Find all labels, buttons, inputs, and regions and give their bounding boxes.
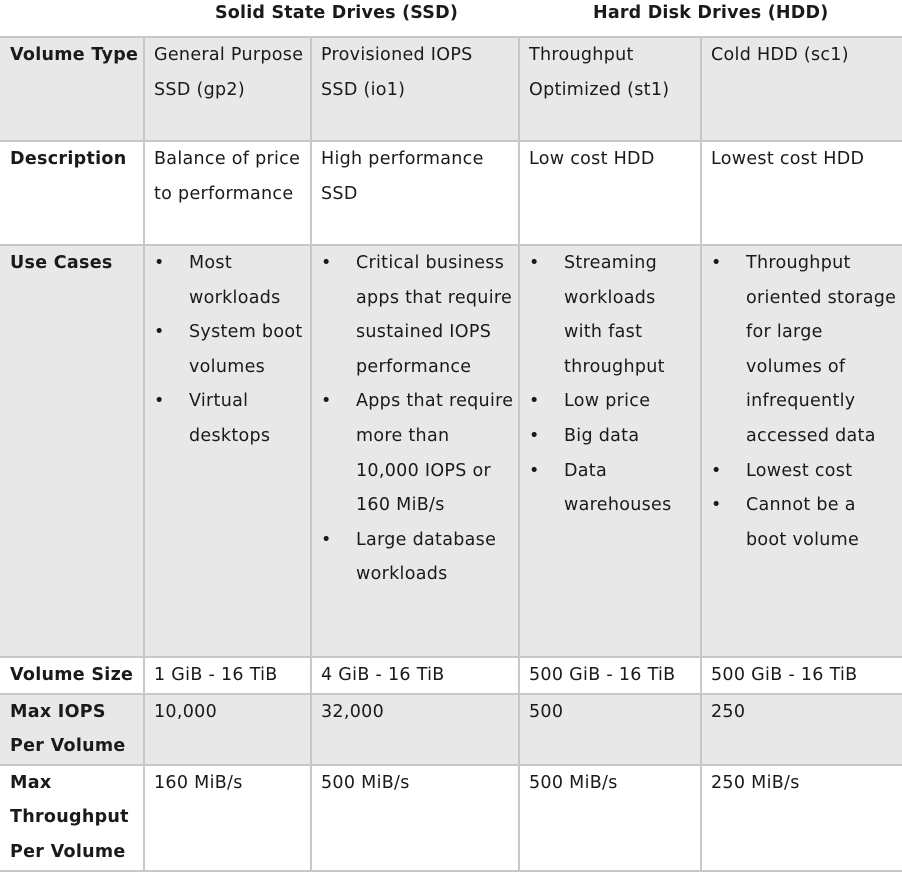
row-header-description: Description bbox=[0, 141, 144, 245]
cell-description-io1: High performance SSD bbox=[311, 141, 519, 245]
use-case-text: Apps that require more than 10,000 IOPS or 160 MiB/s bbox=[356, 391, 514, 516]
volume-comparison-table bbox=[0, 36, 902, 872]
cell-max-iops-io1: 32,000 bbox=[311, 694, 519, 765]
use-case-item bbox=[711, 454, 898, 489]
use-case-text: System boot volumes bbox=[189, 322, 303, 377]
row-use-cases bbox=[0, 245, 902, 657]
bullet-icon: • bbox=[529, 425, 540, 446]
use-case-text: Lowest cost bbox=[746, 460, 853, 481]
bullet-icon: • bbox=[529, 253, 540, 273]
cell-description-sc1: Lowest cost HDD bbox=[701, 141, 902, 245]
cell-max-iops-st1: 500 bbox=[519, 694, 701, 765]
use-case-item bbox=[321, 384, 514, 522]
use-case-text: Throughput oriented storage for large volumes of infrequently accessed data bbox=[746, 253, 897, 446]
bullet-icon: • bbox=[321, 391, 332, 412]
use-case-list bbox=[321, 246, 514, 592]
use-case-item bbox=[321, 246, 514, 384]
row-header-max-throughput: Max Throughput Per Volume bbox=[0, 765, 144, 871]
cell-volume-size-io1: 4 GiB - 16 TiB bbox=[311, 657, 519, 694]
bullet-icon: • bbox=[321, 253, 332, 273]
cell-description-gp2: Balance of price to performance bbox=[144, 141, 311, 245]
cell-volume-type-io1: Provisioned IOPS SSD (io1) bbox=[311, 37, 519, 141]
cell-volume-size-st1: 500 GiB - 16 TiB bbox=[519, 657, 701, 694]
cell-use-cases-gp2 bbox=[144, 245, 311, 657]
use-case-text: Big data bbox=[564, 425, 640, 446]
use-case-item bbox=[154, 246, 306, 315]
row-max-iops bbox=[0, 694, 902, 765]
cell-max-throughput-io1: 500 MiB/s bbox=[311, 765, 519, 871]
use-case-item bbox=[529, 454, 696, 523]
use-case-text: Low price bbox=[564, 391, 651, 412]
use-case-text: Large database workloads bbox=[356, 529, 497, 585]
bullet-icon: • bbox=[154, 391, 165, 412]
row-max-throughput bbox=[0, 765, 902, 871]
use-case-list bbox=[529, 246, 696, 523]
use-case-item bbox=[711, 488, 898, 557]
bullet-icon: • bbox=[529, 391, 540, 412]
row-header-volume-size: Volume Size bbox=[0, 657, 144, 694]
cell-max-iops-gp2: 10,000 bbox=[144, 694, 311, 765]
row-header-volume-type: Volume Type bbox=[0, 37, 144, 141]
cell-use-cases-st1 bbox=[519, 245, 701, 657]
row-description bbox=[0, 141, 902, 245]
column-group-headers bbox=[0, 0, 902, 36]
cell-volume-type-sc1: Cold HDD (sc1) bbox=[701, 37, 902, 141]
use-case-text: Virtual desktops bbox=[189, 391, 271, 446]
use-case-text: Most workloads bbox=[189, 253, 281, 308]
cell-use-cases-io1 bbox=[311, 245, 519, 657]
cell-max-iops-sc1: 250 bbox=[701, 694, 902, 765]
cell-volume-size-sc1: 500 GiB - 16 TiB bbox=[701, 657, 902, 694]
use-case-text: Cannot be a boot volume bbox=[746, 495, 860, 550]
use-case-item bbox=[529, 246, 696, 384]
bullet-icon: • bbox=[529, 460, 540, 481]
row-volume-size bbox=[0, 657, 902, 694]
use-case-item bbox=[321, 523, 514, 592]
use-case-list bbox=[154, 246, 306, 454]
use-case-item bbox=[529, 419, 696, 454]
ssd-group-header: Solid State Drives (SSD) bbox=[215, 3, 459, 23]
bullet-icon: • bbox=[711, 460, 722, 481]
use-case-list bbox=[711, 246, 898, 557]
bullet-icon: • bbox=[321, 529, 332, 550]
cell-volume-type-gp2: General Purpose SSD (gp2) bbox=[144, 37, 311, 141]
cell-use-cases-sc1 bbox=[701, 245, 902, 657]
hdd-group-header: Hard Disk Drives (HDD) bbox=[593, 3, 829, 23]
cell-max-throughput-st1: 500 MiB/s bbox=[519, 765, 701, 871]
use-case-item bbox=[154, 315, 306, 384]
bullet-icon: • bbox=[711, 495, 722, 516]
bullet-icon: • bbox=[154, 322, 165, 343]
use-case-text: Data warehouses bbox=[564, 460, 672, 516]
use-case-text: Critical business apps that require sustained IOPS performance bbox=[356, 253, 513, 377]
use-case-text: Streaming workloads with fast throughput bbox=[564, 253, 665, 377]
cell-volume-type-st1: Throughput Optimized (st1) bbox=[519, 37, 701, 141]
use-case-item bbox=[529, 384, 696, 419]
bullet-icon: • bbox=[154, 253, 165, 273]
use-case-item bbox=[154, 384, 306, 453]
cell-max-throughput-gp2: 160 MiB/s bbox=[144, 765, 311, 871]
use-case-item bbox=[711, 246, 898, 454]
cell-volume-size-gp2: 1 GiB - 16 TiB bbox=[144, 657, 311, 694]
bullet-icon: • bbox=[711, 253, 722, 273]
cell-description-st1: Low cost HDD bbox=[519, 141, 701, 245]
row-header-use-cases: Use Cases bbox=[0, 245, 144, 657]
row-volume-type bbox=[0, 37, 902, 141]
row-header-max-iops: Max IOPS Per Volume bbox=[0, 694, 144, 765]
cell-max-throughput-sc1: 250 MiB/s bbox=[701, 765, 902, 871]
